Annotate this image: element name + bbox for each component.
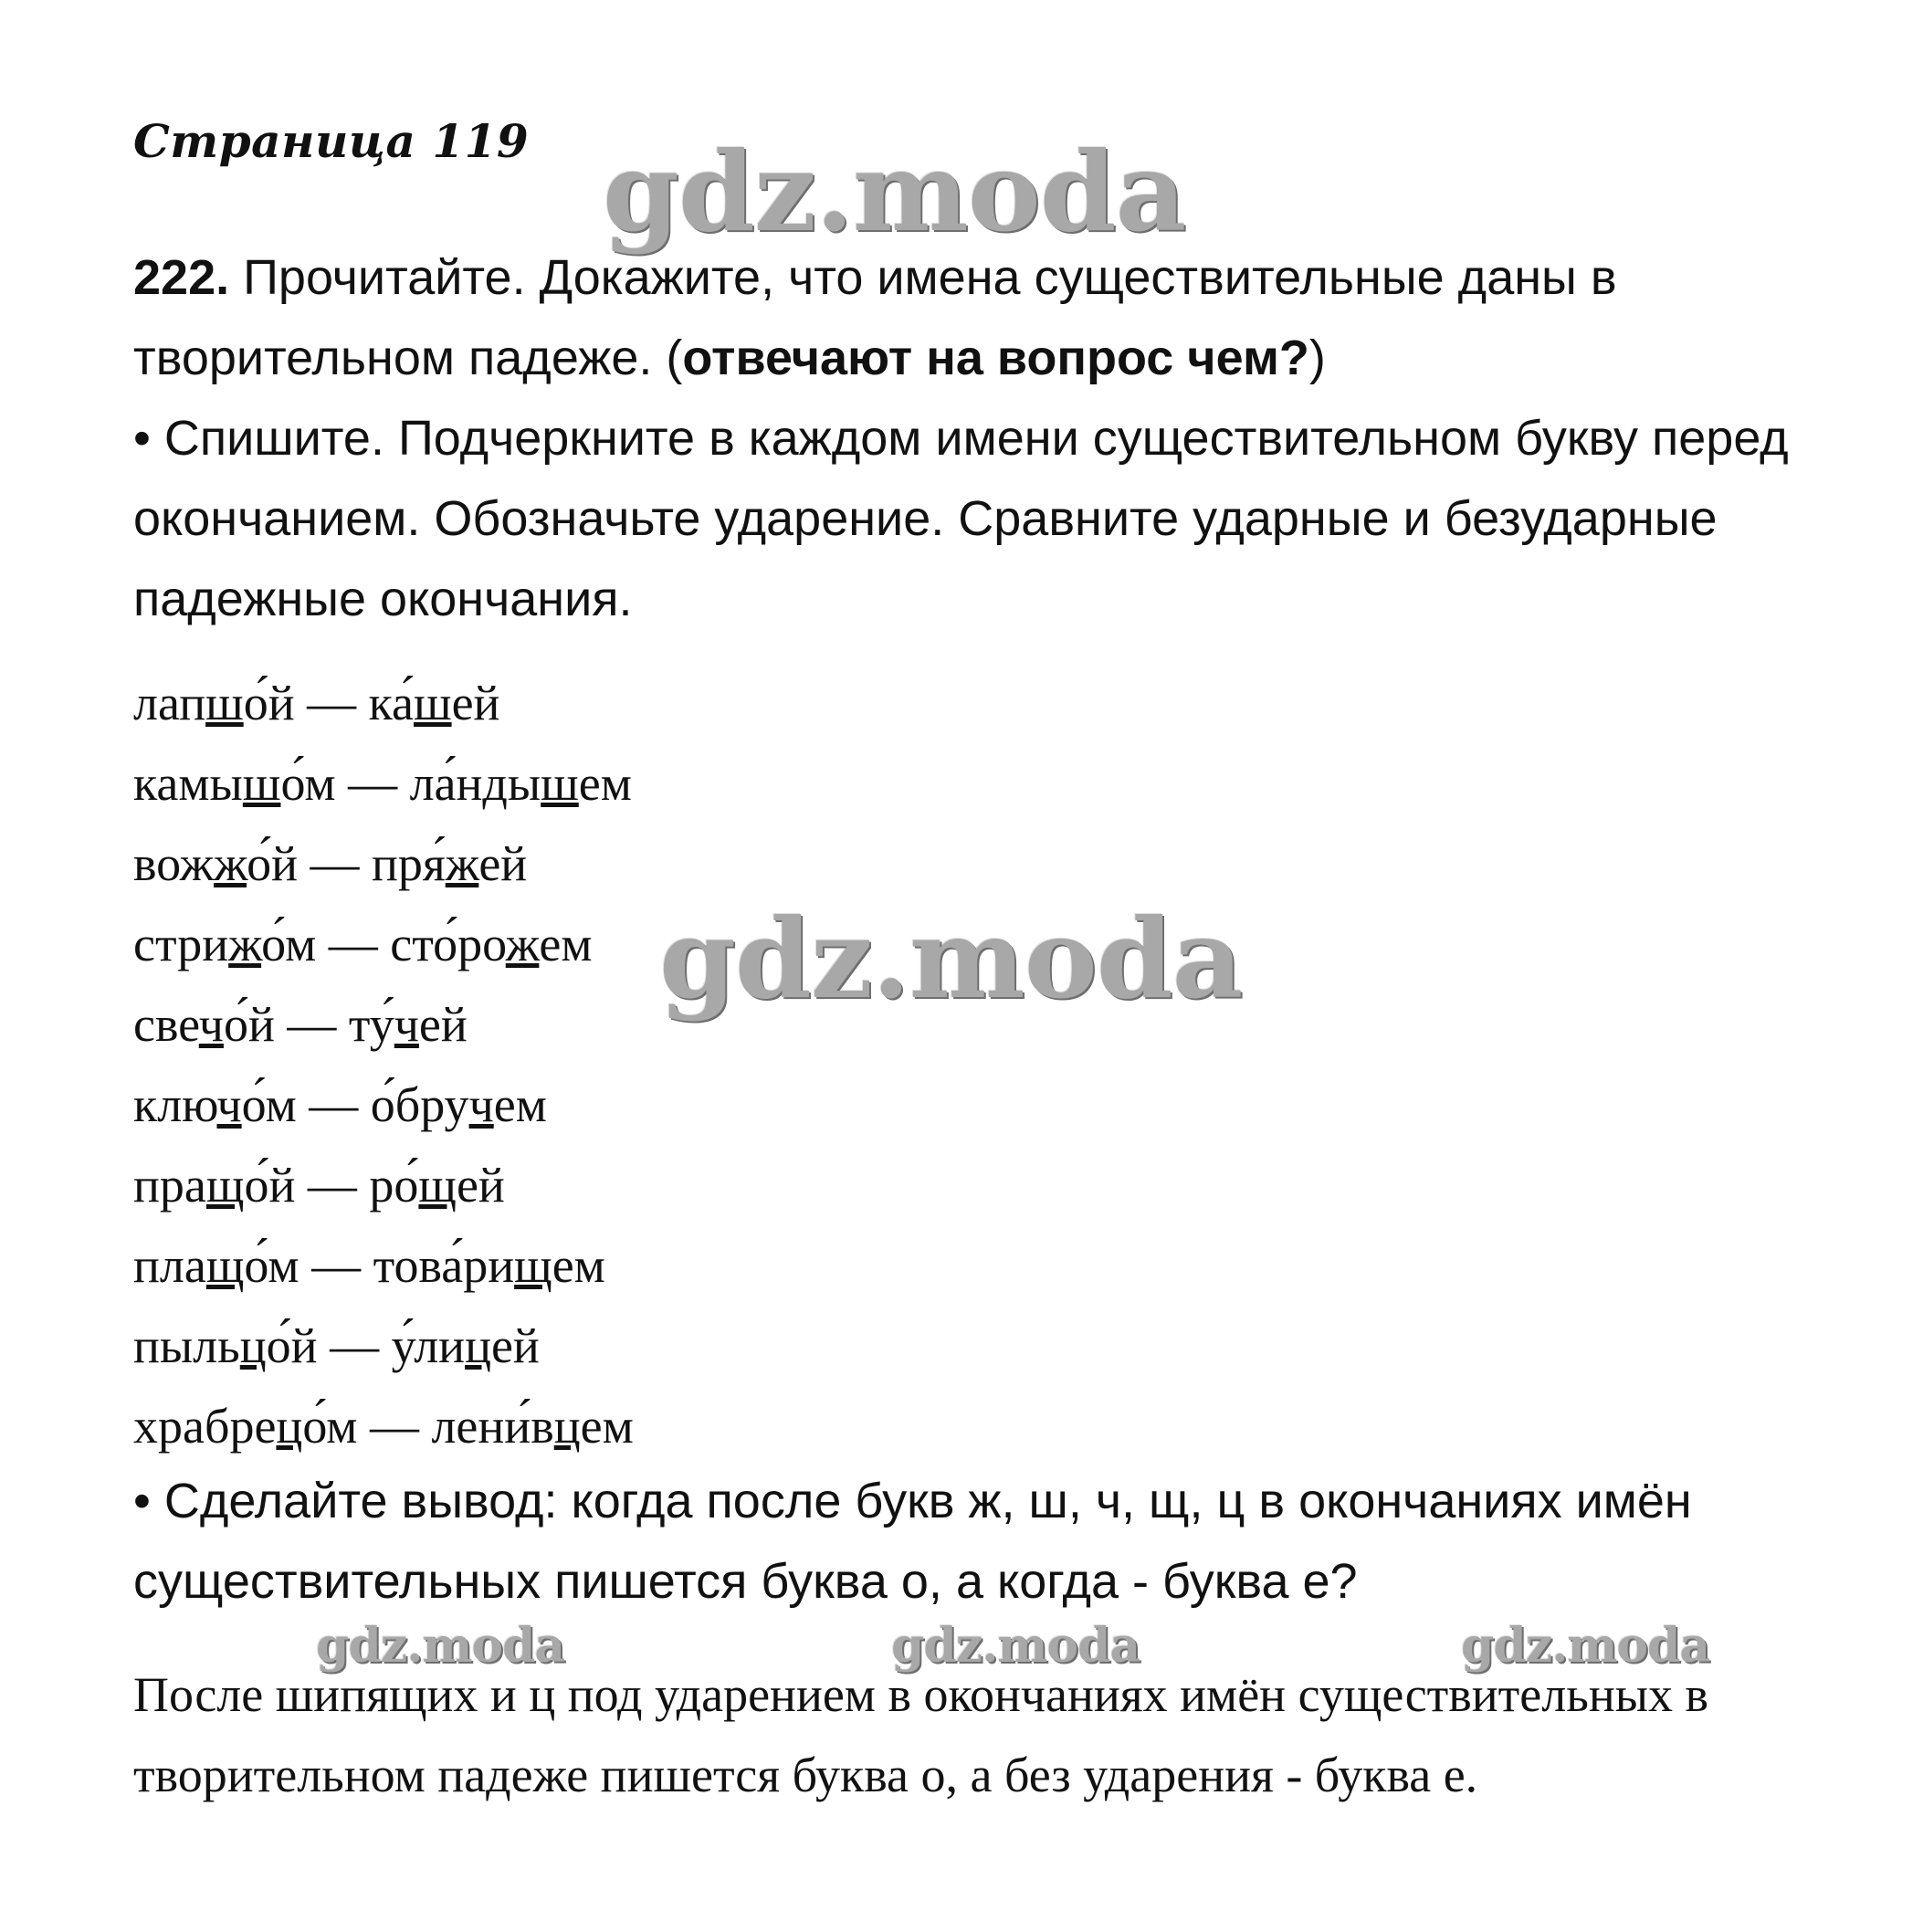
dash: — xyxy=(357,1399,432,1454)
stressed-word xyxy=(133,917,316,971)
underlined-letter: ш xyxy=(242,756,281,811)
task-statement xyxy=(133,237,1832,398)
stressed-word xyxy=(133,1158,295,1213)
word-part: ем xyxy=(578,756,632,811)
word-part: о́бру xyxy=(370,1077,469,1132)
dash: — xyxy=(335,756,410,811)
stressed-word xyxy=(133,676,295,730)
word-pairs-list xyxy=(133,663,634,1466)
dash: — xyxy=(299,1238,373,1293)
word-part: пла xyxy=(133,1238,206,1293)
word-part: ей xyxy=(490,1318,540,1373)
stressed-word xyxy=(133,1399,357,1454)
word-part: о́й xyxy=(243,676,295,730)
underlined-letter: ш xyxy=(541,756,579,811)
watermark: gdz.moda xyxy=(316,1618,565,1674)
stressed-word xyxy=(133,756,336,811)
word-part: камы xyxy=(133,756,243,811)
word-part: ла́нды xyxy=(409,756,541,811)
underlined-letter: щ xyxy=(514,1238,552,1293)
word-part: ту́ xyxy=(348,997,394,1052)
underlined-letter: ш xyxy=(205,676,244,730)
stressed-word xyxy=(133,1318,318,1373)
word-part: о́м xyxy=(302,1399,358,1454)
word-part: ем xyxy=(493,1077,547,1132)
unstressed-word xyxy=(373,1238,605,1293)
underlined-letter: ц xyxy=(553,1399,581,1454)
task-text-end: ) xyxy=(1308,331,1326,385)
word-pair xyxy=(133,743,634,824)
underlined-letter: щ xyxy=(205,1238,245,1293)
word-pair xyxy=(133,663,634,743)
word-pair xyxy=(133,1386,634,1466)
dash: — xyxy=(296,1077,371,1132)
word-pair xyxy=(133,1306,634,1386)
underlined-letter: ч xyxy=(216,1077,242,1132)
word-part: клю xyxy=(133,1077,217,1132)
unstressed-word xyxy=(371,1077,547,1132)
word-part: о́м xyxy=(244,1238,299,1293)
unstressed-word xyxy=(390,917,592,971)
unstressed-word xyxy=(369,1158,504,1213)
underlined-letter: ч xyxy=(468,1077,494,1132)
word-part: ка́ xyxy=(368,676,414,730)
unstressed-word xyxy=(369,676,500,730)
word-part: ей xyxy=(456,1158,505,1213)
watermark: gdz.moda xyxy=(891,1618,1140,1674)
task-hint: отвечают на вопрос чем? xyxy=(682,331,1309,385)
dash: — xyxy=(294,676,369,730)
word-part: ей xyxy=(478,836,528,891)
word-part: ро́ xyxy=(369,1158,419,1213)
word-part: ем xyxy=(580,1399,634,1454)
word-pair xyxy=(133,1065,634,1145)
word-part: о́м xyxy=(241,1077,297,1132)
word-pair xyxy=(133,824,634,904)
word-part: све xyxy=(133,997,199,1052)
underlined-letter: ц xyxy=(276,1399,303,1454)
word-pair xyxy=(133,1225,634,1306)
unstressed-word xyxy=(392,1318,540,1373)
dash: — xyxy=(316,917,391,971)
task-instruction: • Спишите. Подчеркните в каждом имени существительном букву перед окончанием. Обозначьте ударение. Сравните ударные и безударные падежные окончания. xyxy=(133,411,1789,626)
word-part: о́й xyxy=(247,836,298,891)
word-part: лени́в xyxy=(431,1399,554,1454)
stressed-word xyxy=(133,836,298,891)
word-part: о́м xyxy=(280,756,336,811)
underlined-letter: ч xyxy=(394,997,419,1052)
word-part: о́м xyxy=(261,917,317,971)
word-pair xyxy=(133,904,634,984)
underlined-letter: ж xyxy=(214,836,247,891)
underlined-letter: ш xyxy=(414,676,452,730)
word-part: ем xyxy=(552,1238,605,1293)
stressed-word xyxy=(133,1077,297,1132)
underlined-letter: ж xyxy=(505,917,540,971)
word-part: това́ри xyxy=(373,1238,515,1293)
conclusion-question: • Сделайте вывод: когда после букв ж, ш, ч, щ, ц в окончаниях имён существительных пишется буква о, а когда - буква е? xyxy=(133,1474,1692,1609)
dash: — xyxy=(317,1318,392,1373)
task-text: Прочитайте. Докажите, что имена существительные даны в творительном падеже. ( xyxy=(133,250,1617,385)
underlined-letter: ж xyxy=(445,836,479,891)
word-part: пря́ xyxy=(371,836,446,891)
word-part: ей xyxy=(451,676,500,730)
answer-text: После шипящих и ц под ударением в окончаниях имён существительных в творительном падеже пишется буква о, а без ударения - буква е. xyxy=(133,1667,1708,1802)
watermark: gdz.moda xyxy=(1461,1618,1710,1674)
word-part: о́й xyxy=(244,1158,296,1213)
dash: — xyxy=(295,1158,370,1213)
word-part: пра xyxy=(133,1158,206,1213)
underlined-letter: ж xyxy=(228,917,262,971)
unstressed-word xyxy=(410,756,632,811)
dash: — xyxy=(274,997,349,1052)
stressed-word xyxy=(133,997,275,1052)
underlined-letter: ц xyxy=(239,1318,267,1373)
watermark: gdz.moda xyxy=(659,895,1243,1024)
word-part: пыль xyxy=(133,1318,240,1373)
task-block xyxy=(133,237,1832,639)
unstressed-word xyxy=(349,997,468,1052)
dash: — xyxy=(297,836,372,891)
word-part: ем xyxy=(539,917,593,971)
underlined-letter: щ xyxy=(205,1158,245,1213)
word-part: лап xyxy=(133,676,206,730)
word-pair xyxy=(133,1145,634,1225)
word-pair xyxy=(133,984,634,1065)
word-part: ей xyxy=(418,997,468,1052)
word-part: сто́ро xyxy=(390,917,506,971)
word-part: о́й xyxy=(266,1318,318,1373)
stressed-word xyxy=(133,1238,299,1293)
unstressed-word xyxy=(431,1399,633,1454)
underlined-letter: ц xyxy=(465,1318,491,1373)
watermark: gdz.moda xyxy=(603,128,1186,257)
page-title: Страница 119 xyxy=(133,114,530,168)
underlined-letter: щ xyxy=(418,1158,457,1213)
word-part: вож xyxy=(133,836,215,891)
task-number: 222. xyxy=(133,250,230,305)
word-part: стри xyxy=(133,917,229,971)
word-part: храбре xyxy=(133,1399,277,1454)
unstressed-word xyxy=(372,836,527,891)
underlined-letter: ч xyxy=(198,997,224,1052)
word-part: у́ли xyxy=(391,1318,466,1373)
word-part: о́й xyxy=(223,997,275,1052)
